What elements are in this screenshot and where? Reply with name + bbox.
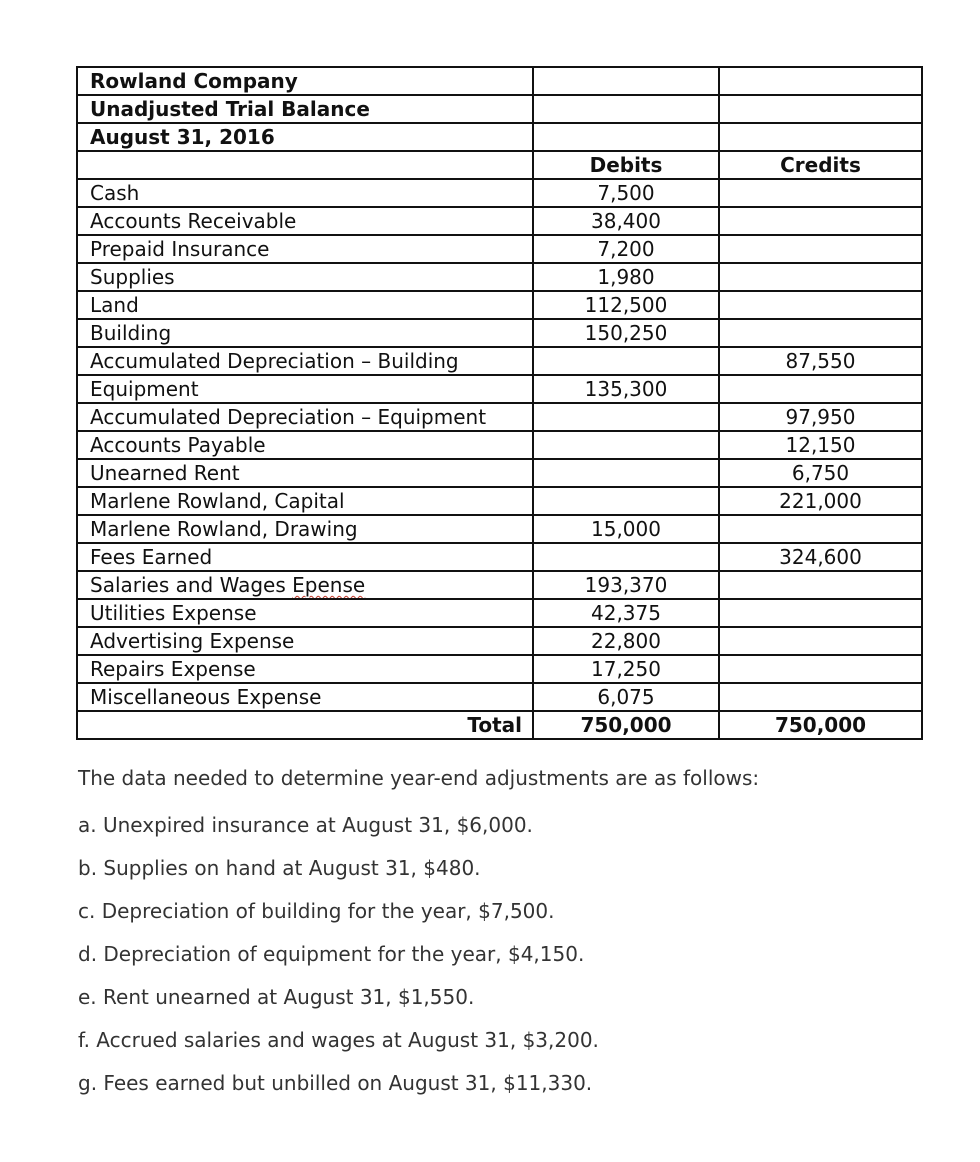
table-row [77,207,922,235]
account-name-prefix: Salaries and Wages [90,573,293,597]
account-name: Equipment [77,375,533,403]
list-item: b. Supplies on hand at August 31, $480. [78,856,481,880]
debit-amount: 22,800 [533,627,719,655]
account-name: Miscellaneous Expense [77,683,533,711]
debit-amount: 38,400 [533,207,719,235]
adjustments-list [78,804,938,1105]
account-name: Repairs Expense [77,655,533,683]
header-row-company [77,67,922,95]
account-name: Land [77,291,533,319]
misspelled-word: Epense [292,573,366,597]
list-item: e. Rent unearned at August 31, $1,550. [78,985,475,1009]
list-item: f. Accrued salaries and wages at August 31, $3,200. [78,1028,599,1052]
credit-amount: 324,600 [719,543,922,571]
credit-amount [719,599,922,627]
debit-amount [533,459,719,487]
table-row [77,403,922,431]
credit-amount [719,683,922,711]
debit-amount: 7,500 [533,179,719,207]
table-row [77,571,922,599]
table-row [77,655,922,683]
credit-amount: 12,150 [719,431,922,459]
debits-header: Debits [533,151,719,179]
credit-amount [719,319,922,347]
debit-amount: 17,250 [533,655,719,683]
total-label: Total [77,711,533,739]
credit-amount [719,627,922,655]
debit-amount: 1,980 [533,263,719,291]
debit-amount: 150,250 [533,319,719,347]
report-title: Unadjusted Trial Balance [77,95,533,123]
total-row [77,711,922,739]
account-name: Marlene Rowland, Drawing [77,515,533,543]
account-name: Accumulated Depreciation – Equipment [77,403,533,431]
credit-amount [719,235,922,263]
list-item: g. Fees earned but unbilled on August 31, $11,330. [78,1071,593,1095]
trial-balance-table [76,66,923,740]
debit-amount: 135,300 [533,375,719,403]
table-row [77,375,922,403]
credit-amount [719,263,922,291]
account-name: Advertising Expense [77,627,533,655]
debit-amount [533,431,719,459]
table-row [77,319,922,347]
debit-amount: 15,000 [533,515,719,543]
adjustment-data [78,760,938,1105]
credit-amount: 6,750 [719,459,922,487]
table-row [77,515,922,543]
table-row [77,459,922,487]
table-row [77,627,922,655]
debit-amount: 6,075 [533,683,719,711]
account-name: Accounts Payable [77,431,533,459]
list-item: d. Depreciation of equipment for the year, $4,150. [78,942,585,966]
credit-amount: 87,550 [719,347,922,375]
debit-amount: 7,200 [533,235,719,263]
debit-amount: 193,370 [533,571,719,599]
debit-amount [533,487,719,515]
credit-amount [719,179,922,207]
account-name: Accounts Receivable [77,207,533,235]
account-name: Prepaid Insurance [77,235,533,263]
table-row [77,543,922,571]
credit-amount [719,291,922,319]
account-name: Unearned Rent [77,459,533,487]
table-row [77,683,922,711]
credit-amount [719,375,922,403]
table-row [77,431,922,459]
table-row [77,291,922,319]
credit-amount [719,515,922,543]
account-name: Utilities Expense [77,599,533,627]
header-row-report [77,95,922,123]
total-debit: 750,000 [533,711,719,739]
debit-amount: 112,500 [533,291,719,319]
report-date: August 31, 2016 [77,123,533,151]
table-row [77,179,922,207]
table-row [77,347,922,375]
account-name: Cash [77,179,533,207]
list-item: a. Unexpired insurance at August 31, $6,000. [78,813,533,837]
credits-header: Credits [719,151,922,179]
debit-amount [533,347,719,375]
table-row [77,487,922,515]
header-row-date [77,123,922,151]
list-item: c. Depreciation of building for the year, $7,500. [78,899,555,923]
adjustments-intro: The data needed to determine year-end adjustments are as follows: [78,766,760,790]
debit-amount [533,403,719,431]
table-row [77,599,922,627]
column-header-row [77,151,922,179]
account-name [77,571,533,599]
total-credit: 750,000 [719,711,922,739]
debit-amount [533,543,719,571]
company-name: Rowland Company [77,67,533,95]
account-name: Building [77,319,533,347]
account-name: Supplies [77,263,533,291]
table-row [77,263,922,291]
credit-amount [719,207,922,235]
account-name: Marlene Rowland, Capital [77,487,533,515]
debit-amount: 42,375 [533,599,719,627]
account-name: Fees Earned [77,543,533,571]
account-name: Accumulated Depreciation – Building [77,347,533,375]
table-row [77,235,922,263]
credit-amount [719,655,922,683]
credit-amount: 221,000 [719,487,922,515]
credit-amount: 97,950 [719,403,922,431]
credit-amount [719,571,922,599]
